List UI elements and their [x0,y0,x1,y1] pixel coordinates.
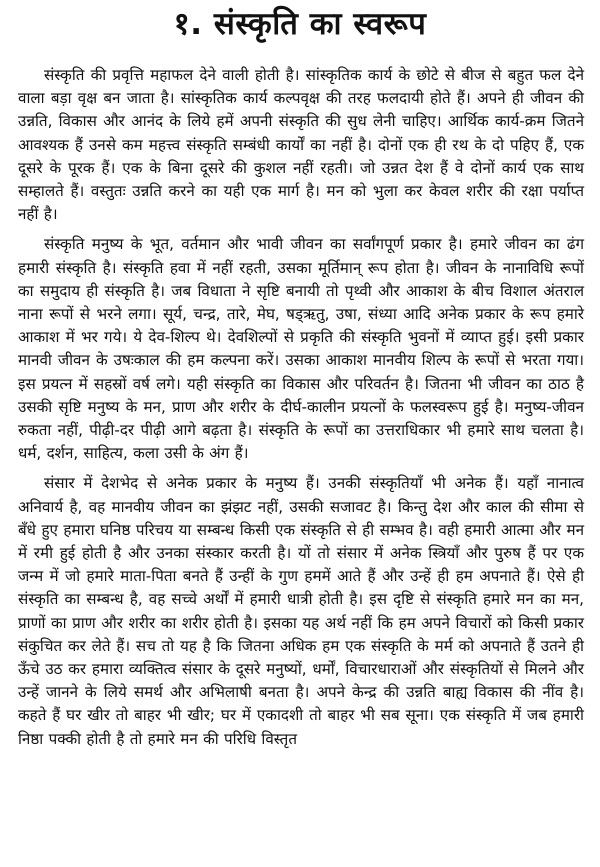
paragraph-1: संस्कृति की प्रवृत्ति महाफल देने वाली होती है। सांस्कृतिक कार्य के छोटे से बीज से बहुत फल देने वाला बड़ा वृक्ष बन जाता है। सांस्कृतिक कार्य कल्पवृक्ष की तरह फलदायी होते हैं। अपने ही जीवन की उन्नति, विकास और आनंद के लिये हमें अपनी संस्कृति की सुध लेनी चाहिए। आर्थिक कार्य-क्रम जितने आवश्यक हैं उनसे कम महत्त्व संस्कृति सम्बंधी कार्यों का नहीं है। दोनों एक ही रथ के दो पहिए हैं, एक दूसरे के पूरक हैं। एक के बिना दूसरे की कुशल नहीं रहती। जो उन्नत देश हैं वे दोनों कार्य एक साथ सम्हालते हैं। वस्तुतः उन्नति करने का यही एक मार्ग है। मन को भुला कर केवल शरीर की रक्षा पर्याप्त नहीं है। [18,66,584,224]
chapter-title: संस्कृति का स्वरूप [213,6,427,42]
paragraph-2: संस्कृति मनुष्य के भूत, वर्तमान और भावी जीवन का सर्वांगपूर्ण प्रकार है। हमारे जीवन का ढंग हमारी संस्कृति है। संस्कृति हवा में नहीं रहती, उसका मूर्तिमान् रूप होता है। जीवन के नानाविधि रूपों का समुदाय ही संस्कृति है। जब विधाता ने सृष्टि बनायी तो पृथ्वी और आकाश के बीच विशाल अंतराल नाना रूपों से भरने लगा। सूर्य, चन्द्र, तारे, मेघ, षड्ऋतु, उषा, संध्या आदि अनेक प्रकार के रूप हमारे आकाश में भर गये। ये देव-शिल्प थे। देवशिल्पों से प्रकृति की संस्कृति भुवनों में व्याप्त हुई। इसी प्रकार मानवी जीवन के उषःकाल की हम कल्पना करें। उसका आकाश मानवीय शिल्प के रूपों से भरता गया। इस प्रयत्न में सहस्रों वर्ष लगे। यही संस्कृति का विकास और परिवर्तन है। जितना भी जीवन का ठाठ है उसकी सृष्टि मनुष्य के मन, प्राण और शरीर के दीर्घ-कालीन प्रयत्नों के फलस्वरूप हुई है। मनुष्य-जीवन रुकता नहीं, पीढ़ी-दर पीढ़ी आगे बढ़ता है। संस्कृति के रूपों का उत्तराधिकार भी हमारे साथ चलता है। धर्म, दर्शन, साहित्य, कला उसी के अंग हैं। [18,235,584,463]
chapter-heading [0,4,600,44]
paragraph-3: संसार में देशभेद से अनेक प्रकार के मनुष्य हैं। उनकी संस्कृतियाँ भी अनेक हैं। यहाँ नानात्व अनिवार्य है, वह मानवीय जीवन का झंझट नहीं, उसकी सजावट है। किन्तु देश और काल की सीमा से बँधे हुए हमारा घनिष्ठ परिचय या सम्बन्ध किसी एक संस्कृति से ही सम्भव है। वही हमारी आत्मा और मन में रमी हुई होती है और उनका संस्कार करती है। यों तो संसार में अनेक स्त्रियाँ और पुरुष हैं पर एक जन्म में जो हमारे माता-पिता बनते हैं उन्हीं के गुण हममें आते हैं और उन्हें ही हम अपनाते हैं। ऐसे ही संस्कृति का सम्बन्ध है, वह सच्चे अर्थों में हमारी धात्री होती है। इस दृष्टि से संस्कृति हमारे मन का मन, प्राणों का प्राण और शरीर का शरीर होती है। इसका यह अर्थ नहीं कि हम अपने विचारों को किसी प्रकार संकुचित कर लेते हैं। सच तो यह है कि जितना अधिक हम एक संस्कृति के मर्म को अपनाते हैं उतने ही ऊँचे उठ कर हमारा व्यक्तित्व संसार के दूसरे मनुष्यों, धर्मों, विचारधाराओं और संस्कृतियों से मिलने और उन्हें जानने के लिये समर्थ और अभिलाषी बनता है। अपने केन्द्र की उन्नति बाह्य विकास की नींव है। कहते हैं घर खीर तो बाहर भी खीर; घर में एकादशी तो बाहर भी सब सूना। एक संस्कृति में जब हमारी निष्ठा पक्की होती है तो हमारे मन की परिधि विस्तृत [18,474,584,748]
body-text [18,64,584,758]
chapter-number: १. [173,6,203,42]
